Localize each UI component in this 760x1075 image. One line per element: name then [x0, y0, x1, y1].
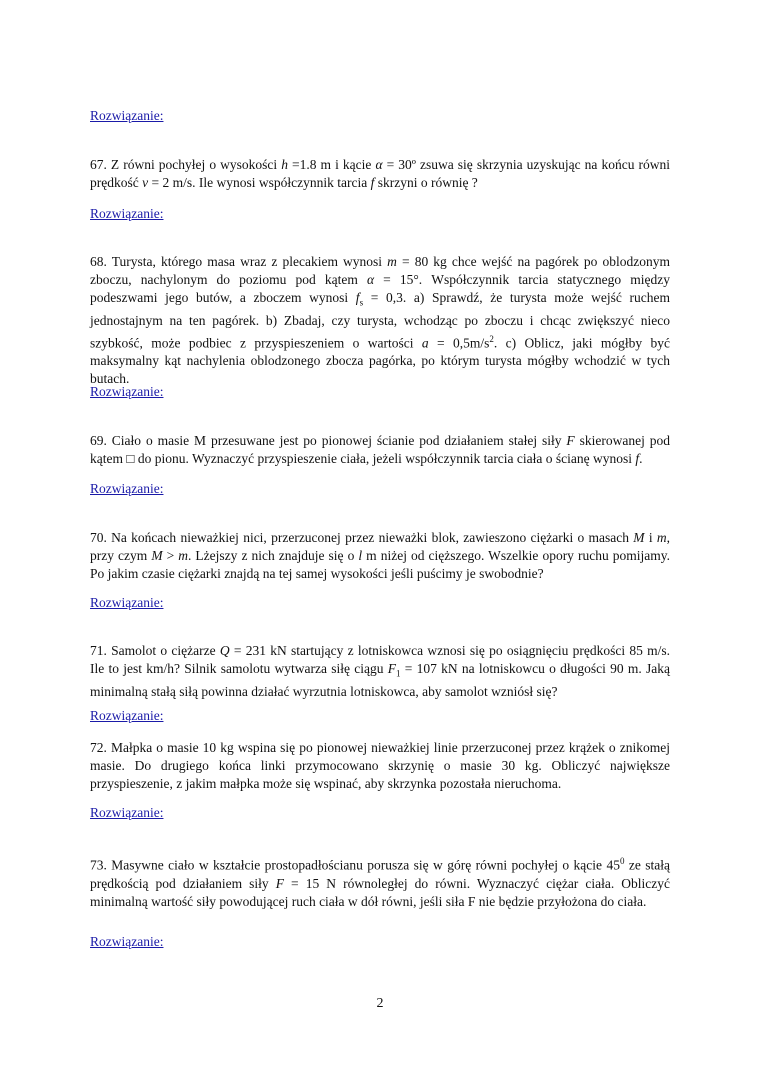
problem-72: 72. Małpka o masie 10 kg wspina się po pionowej nieważkiej linie przerzuconej przez krążek o znikomej masie. Do drugiego końca linki przymocowano skrzynię o masie 30 kg. Obliczyć największe przyspieszenie, z jakim małpka może się wspinać, aby skrzynka pozostała nieruchoma.	[90, 740, 670, 791]
solution-link-72[interactable]: Rozwiązanie:	[90, 805, 164, 820]
page-number: 2	[376, 996, 384, 1011]
problem-70: 70. Na końcach nieważkiej nici, przerzuconej przez nieważki blok, zawieszono ciężarki o masach M i m, przy czym M > m. Lżejszy z nich znajduje się o l m niżej od cięższego. Wszelkie opory ruchu pomijamy. Po jakim czasie ciężarki znajdą na tej samej wysokości jeśli puścimy je swobodnie?	[90, 530, 671, 581]
solution-link-68[interactable]: Rozwiązanie:	[90, 384, 164, 399]
solution-link-73[interactable]: Rozwiązanie:	[90, 934, 164, 949]
solution-link-69[interactable]: Rozwiązanie:	[90, 481, 164, 496]
solution-link-71[interactable]: Rozwiązanie:	[90, 708, 164, 723]
problem-67: 67. Z równi pochyłej o wysokości h =1.8 m i kącie α = 30º zsuwa się skrzynia uzyskując na końcu równi prędkość v = 2 m/s. Ile wynosi współczynnik tarcia f skrzyni o równię ?	[90, 157, 670, 190]
solution-link-67[interactable]: Rozwiązanie:	[90, 206, 164, 221]
problem-73: 73. Masywne ciało w kształcie prostopadłościanu porusza się w górę równi pochyłej o kącie $45^0$ ze stałą prędkością pod działaniem siły F = 15 N równoległej do równi. Wyznaczyć ciężar ciała. Obliczyć minimalną wartość siły powodującej ruch ciała w dół równi, jeśli siła F nie będzie przyłożona do ciała.	[90, 856, 671, 909]
solution-link-70[interactable]: Rozwiązanie:	[90, 595, 164, 610]
solution-link-66[interactable]: Rozwiązanie:	[90, 108, 164, 123]
problem-71: 71. Samolot o ciężarze Q = 231 kN startujący z lotniskowca wznosi się po osiągnięciu prędkości 85 m/s. Ile to jest km/h? Silnik samolotu wytwarza siłę ciągu $F_1 = 107$ kN na lotniskowcu o długości 90 m. Jaką minimalną stałą siłą powinna działać wyrzutnia lotniskowca, aby samolot wzniósł się?	[90, 643, 670, 699]
problem-69: 69. Ciało o masie M przesuwane jest po pionowej ścianie pod działaniem stałej siły F skierowanej pod kątem □ do pionu. Wyznaczyć przyspieszenie ciała, jeżeli współczynnik tarcia ciała o ścianę wynosi f.	[90, 433, 670, 466]
problem-68: 68. Turysta, którego masa wraz z plecakiem wynosi m = 80 kg chce wejść na pagórek po oblodzonym zboczu, nachylonym do poziomu pod kątem α = 15°. Współczynnik tarcia statycznego między podeszwami jego butów, a zboczem wynosi $f_s = 0,3$. a) Sprawdź, że turysta może wejść ruchem jednostajnym na ten pagórek. b) Zbadaj, czy turysta, wchodząc po zboczu i chcąc zwiększyć nieco szybkość, może podbiec z przyspieszeniem o wartości $a = 0,5m/s^2$. c) Oblicz, jaki mógłby być maksymalny kąt nachylenia oblodzonego zbocza pagórka, po którym turysta mógłby wchodzić w tych butach.	[90, 254, 670, 387]
